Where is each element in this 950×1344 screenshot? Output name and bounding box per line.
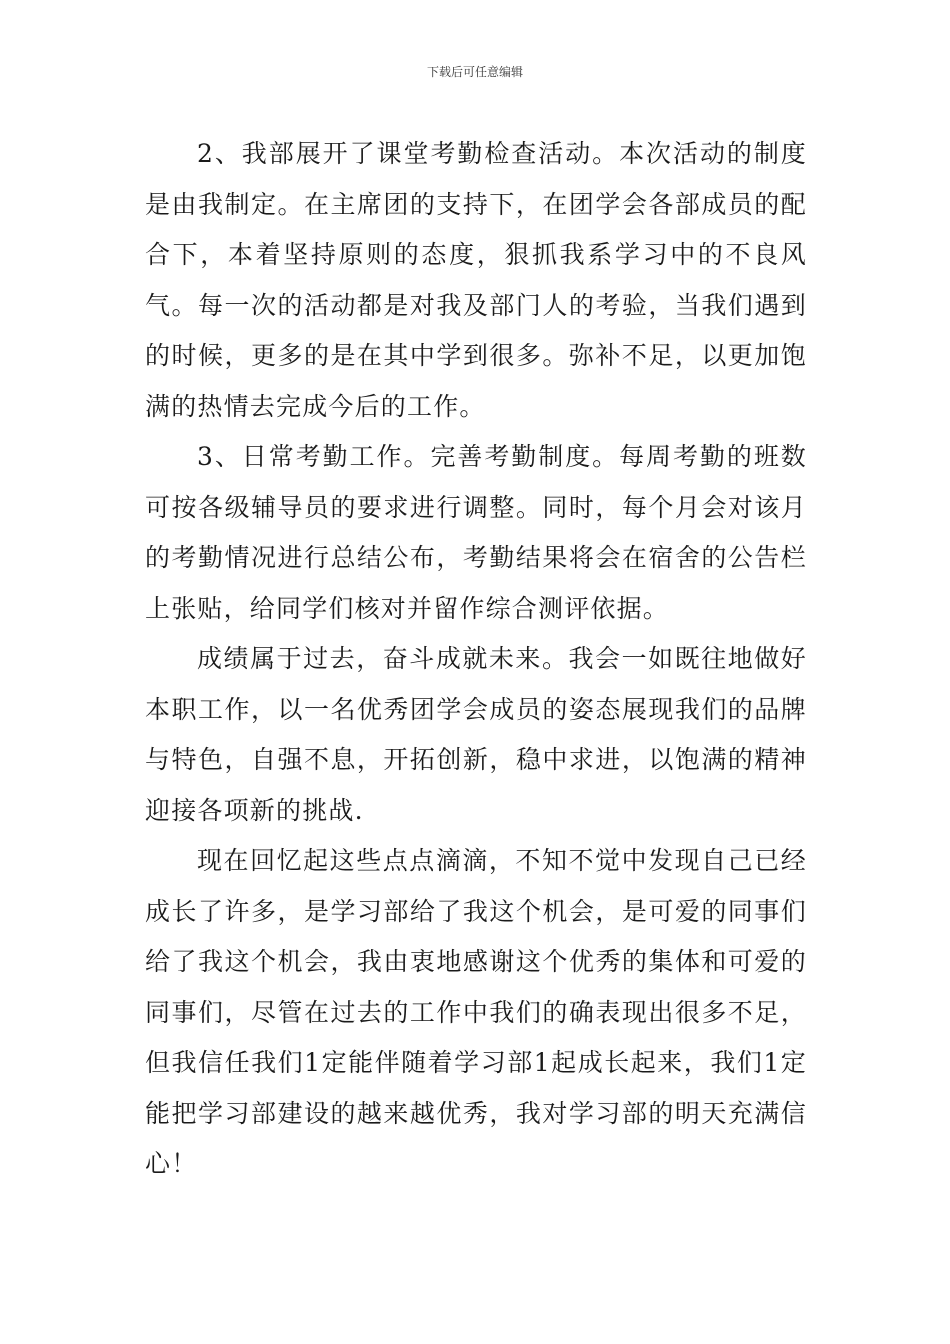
paragraph-daily-attendance: 3、日常考勤工作。完善考勤制度。每周考勤的班数可按各级辅导员的要求进行调整。同时，每个月会对该月的考勤情况进行总结公布，考勤结果将会在宿舍的公告栏上张贴，给同学们核对并留作综合测评依据。 [145,442,807,623]
paragraph-future: 成绩属于过去，奋斗成就未来。我会一如既往地做好本职工作，以一名优秀团学会成员的姿态展现我们的品牌与特色，自强不息，开拓创新，稳中求进，以饱满的精神迎接各项新的挑战. [145,644,807,825]
document-body [145,129,807,1190]
paragraph-attendance-check: 2、我部展开了课堂考勤检查活动。本次活动的制度是由我制定。在主席团的支持下，在团学会各部成员的配合下，本着坚持原则的态度，狠抓我系学习中的不良风气。每一次的活动都是对我及部门人的考验，当我们遇到的时候，更多的是在其中学到很多。弥补不足，以更加饱满的热情去完成今后的工作。 [145,139,807,421]
paragraph-reflection: 现在回忆起这些点点滴滴，不知不觉中发现自己已经成长了许多，是学习部给了我这个机会，是可爱的同事们给了我这个机会，我由衷地感谢这个优秀的集体和可爱的同事们，尽管在过去的工作中我们的确表现出很多不足，但我信任我们1定能伴随着学习部1起成长起来，我们1定能把学习部建设的越来越优秀，我对学习部的明天充满信心！ [145,846,807,1178]
page-header-note: 下载后可任意编辑 [426,65,523,79]
